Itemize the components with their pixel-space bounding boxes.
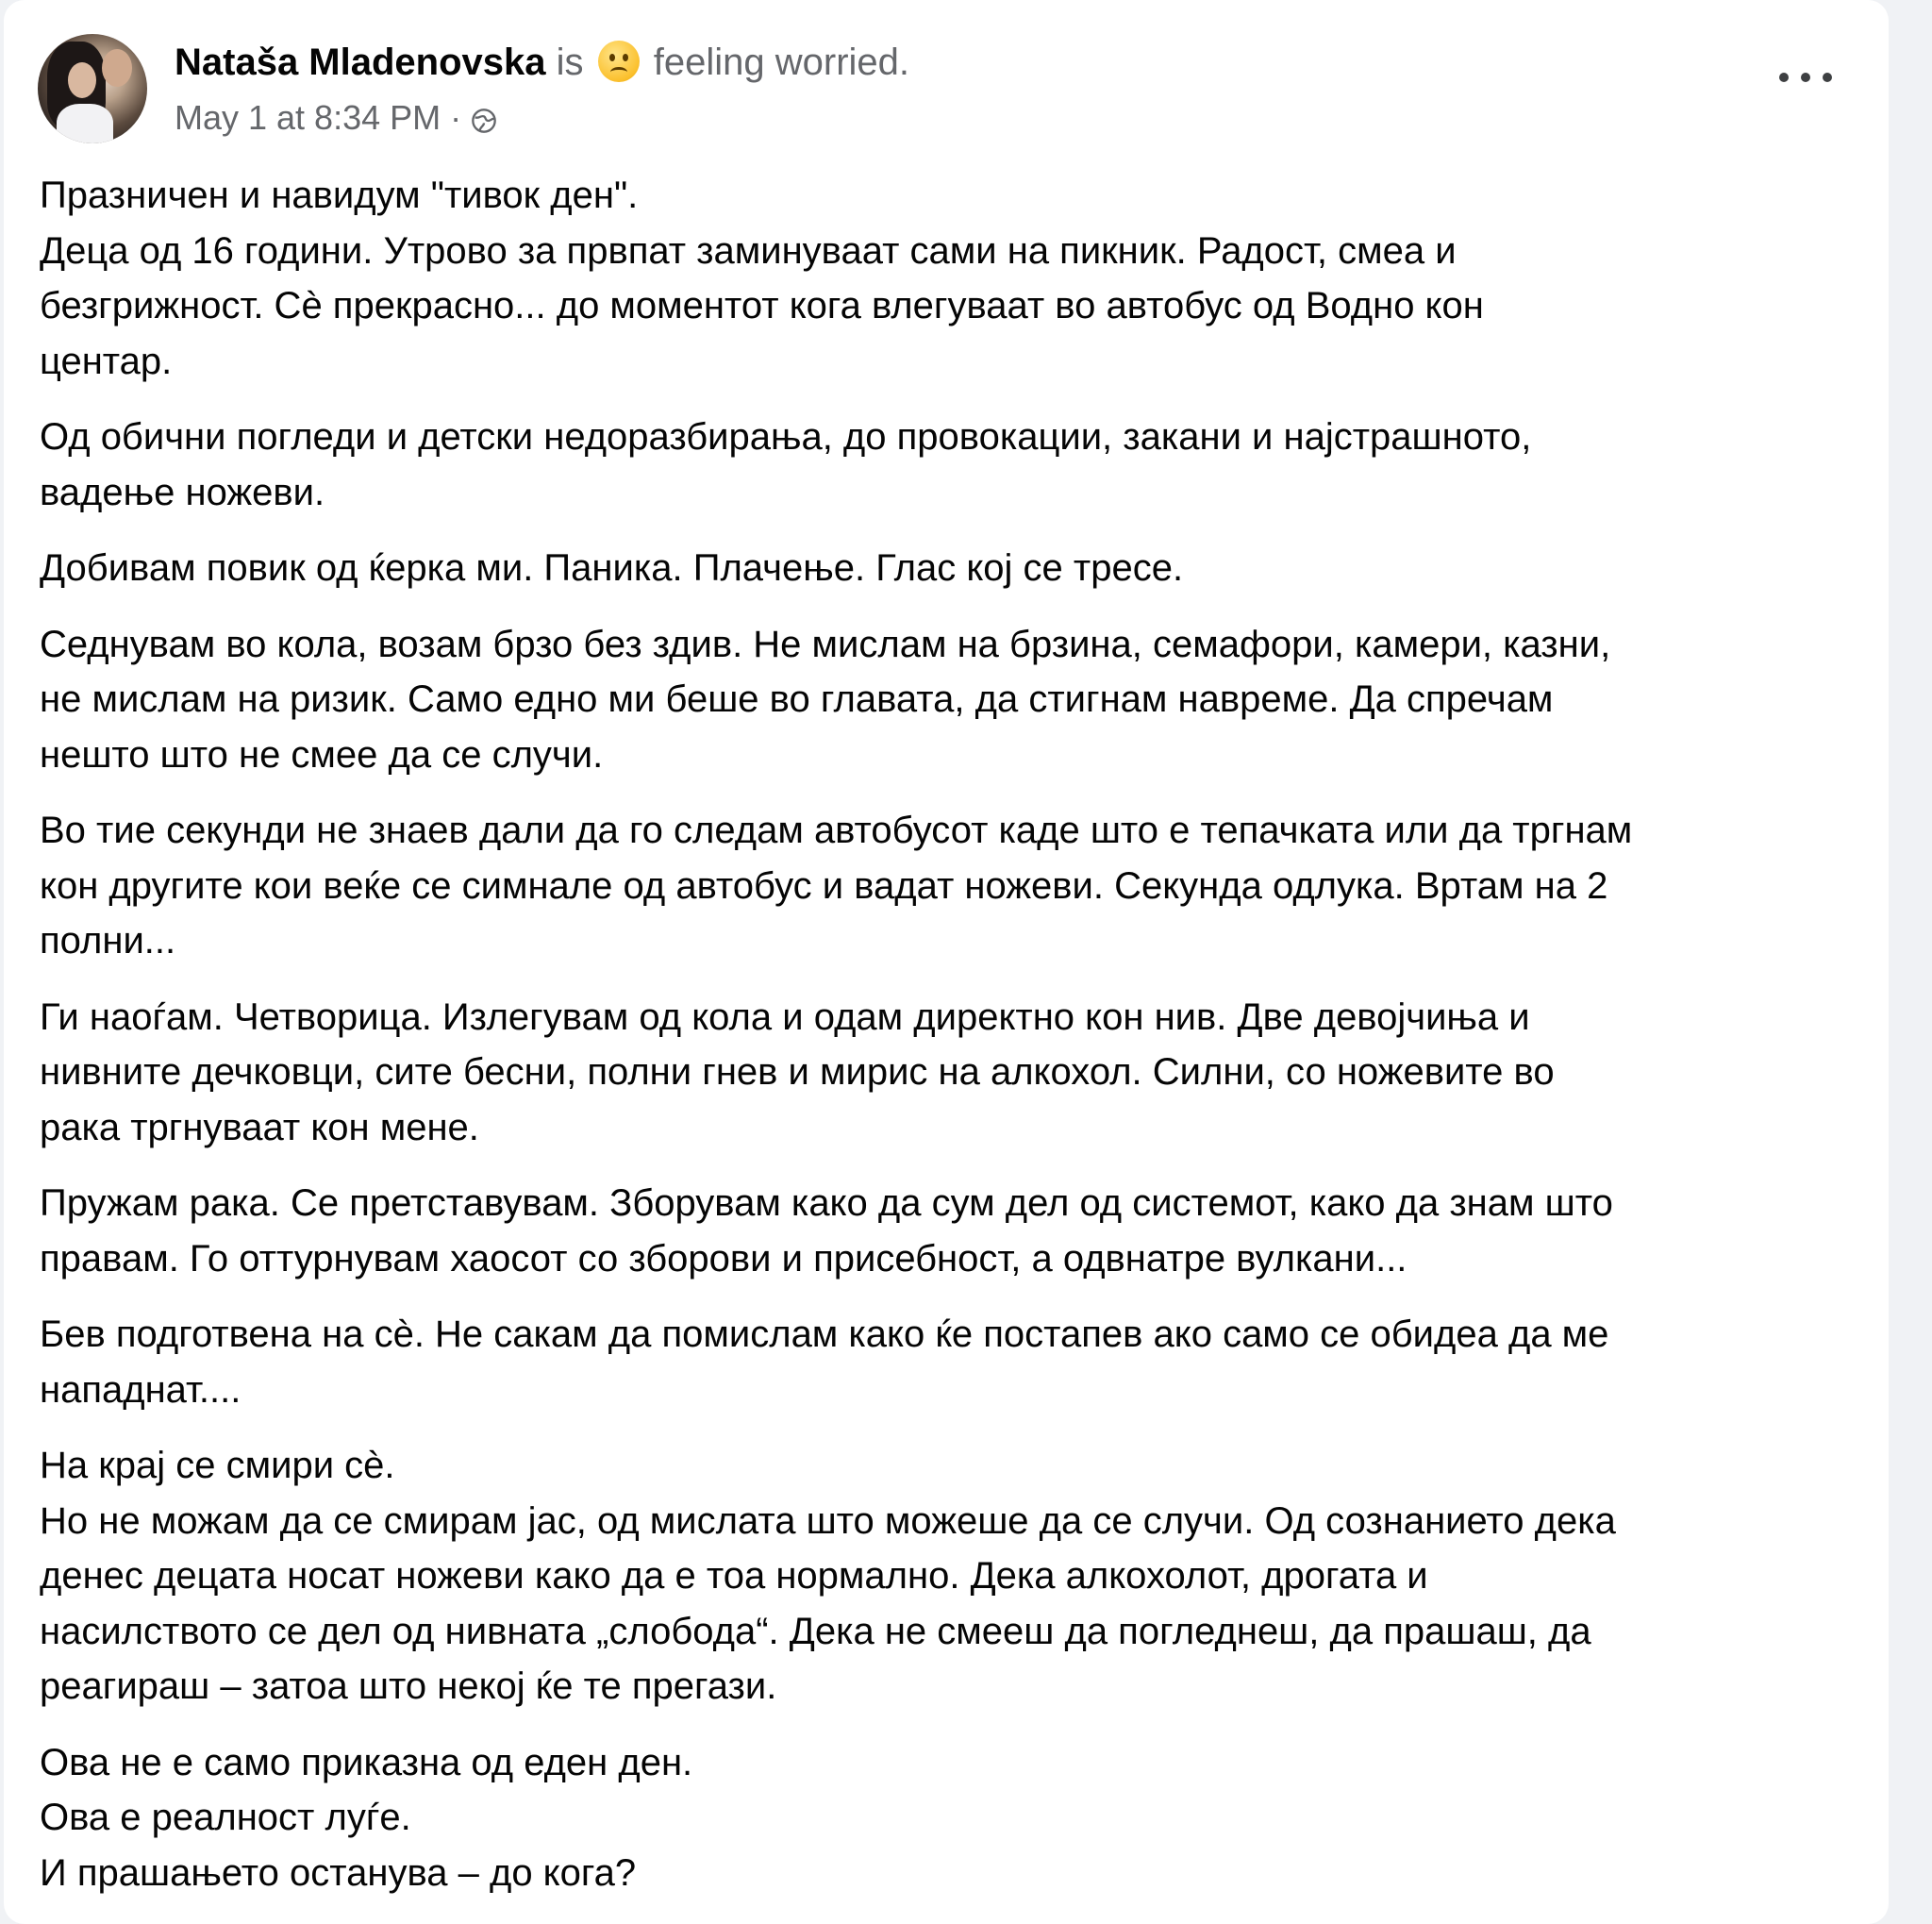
post-paragraph	[40, 168, 1860, 389]
post-text-line: Но не можам да се смирам јас, од мислата што можеше да се случи. Од сознанието дека	[40, 1499, 1616, 1542]
post-paragraph	[40, 1438, 1860, 1715]
post-paragraph	[40, 541, 1860, 596]
post-text-line: вадење ножеви.	[40, 471, 325, 513]
post-paragraph	[40, 803, 1860, 969]
author-line	[175, 38, 909, 87]
worried-face-emoji-icon	[598, 41, 640, 82]
post-paragraph	[40, 1176, 1860, 1286]
post-text-line: нешто што не смее да се случи.	[40, 733, 604, 776]
more-options-icon[interactable]	[1779, 59, 1832, 96]
post-text-line: безгрижност. Сè прекрасно... до моментот кога влегуваат во автобус од Водно кон	[40, 285, 1484, 326]
author-name[interactable]: Nataša Mladenovska	[175, 42, 546, 83]
post-timestamp[interactable]: May 1 at 8:34 PM	[175, 98, 441, 137]
post-meta	[175, 96, 497, 140]
post-paragraph	[40, 1735, 1860, 1901]
avatar-face	[68, 62, 96, 98]
post-text-line: реагираш – затоа што некој ќе те прегази.	[40, 1665, 777, 1707]
post-text-line: Ги наоѓам. Четворица. Излегувам од кола и одам директно кон нив. Две девојчиња и	[40, 995, 1530, 1038]
activity-prefix: is	[556, 42, 584, 83]
post-card	[4, 0, 1889, 1924]
post-text-line: кон другите кои веќе се симнале од автобус и вадат ножеви. Секунда одлука. Вртам на 2	[40, 864, 1608, 907]
post-text-line: Добивам повик од ќерка ми. Паника. Плачење. Глас кој се тресе.	[40, 547, 1184, 589]
feeling-text[interactable]: feeling worried.	[653, 42, 910, 83]
post-text-line: Од обични погледи и детски недоразбирања, до провокации, закани и најстрашното,	[40, 416, 1532, 458]
globe-icon[interactable]	[471, 108, 497, 134]
post-text-line: Пружам рака. Се претставувам. Зборувам како да сум дел од системот, како да знам што	[40, 1182, 1613, 1224]
post-text	[40, 168, 1860, 1921]
post-text-line: рака тргнуваат кон мене.	[40, 1106, 479, 1148]
avatar-shirt	[57, 104, 113, 143]
post-text-line: На крај се смири сè.	[40, 1445, 395, 1486]
post-paragraph	[40, 617, 1860, 783]
post-text-line: Ова не е само приказна од еден ден.	[40, 1741, 693, 1783]
post-text-line: Деца од 16 години. Утрово за првпат заминуваат сами на пикник. Радост, смеа и	[40, 229, 1457, 272]
post-text-line: полни...	[40, 920, 176, 962]
post-text-line: Во тие секунди не знаев дали да го следам автобусот каде што е тепачката или да тргнам	[40, 810, 1633, 851]
post-text-line: Седнувам во кола, возам брзо без здив. Не мислам на брзина, семафори, камери, казни,	[40, 623, 1611, 665]
post-paragraph	[40, 1307, 1860, 1417]
post-text-line: И прашањето останува – до кога?	[40, 1851, 637, 1894]
post-text-line: насилството се дел од нивната „слобода“. Дека не смееш да погледнеш, да прашаш, да	[40, 1610, 1591, 1652]
post-text-line: Ова е реалност луѓе.	[40, 1797, 411, 1838]
post-paragraph	[40, 410, 1860, 520]
avatar-face	[102, 49, 132, 87]
post-text-line: Бев подготвена на сè. Не сакам да помислам како ќе постапев ако само се обидеа да ме	[40, 1313, 1609, 1355]
post-text-line: правам. Го оттурнувам хаосот со зборови и присебност, а одвнатре вулкани...	[40, 1237, 1407, 1280]
meta-separator: ·	[450, 98, 462, 137]
post-text-line: Празничен и навидум "тивок ден".	[40, 175, 639, 216]
post-text-line: денес децата носат ножеви како да е тоа нормално. Дека алкохолот, дрогата и	[40, 1555, 1428, 1597]
author-avatar[interactable]	[38, 34, 147, 143]
post-text-line: нападнат....	[40, 1368, 242, 1411]
post-text-line: нивните дечковци, сите бесни, полни гнев и мирис на алкохол. Силни, со ножевите во	[40, 1051, 1555, 1093]
post-text-line: центар.	[40, 340, 173, 382]
post-paragraph	[40, 990, 1860, 1156]
post-text-line: не мислам на ризик. Само едно ми беше во главата, да стигнам навреме. Да спречам	[40, 678, 1554, 720]
post-header	[38, 34, 1851, 147]
